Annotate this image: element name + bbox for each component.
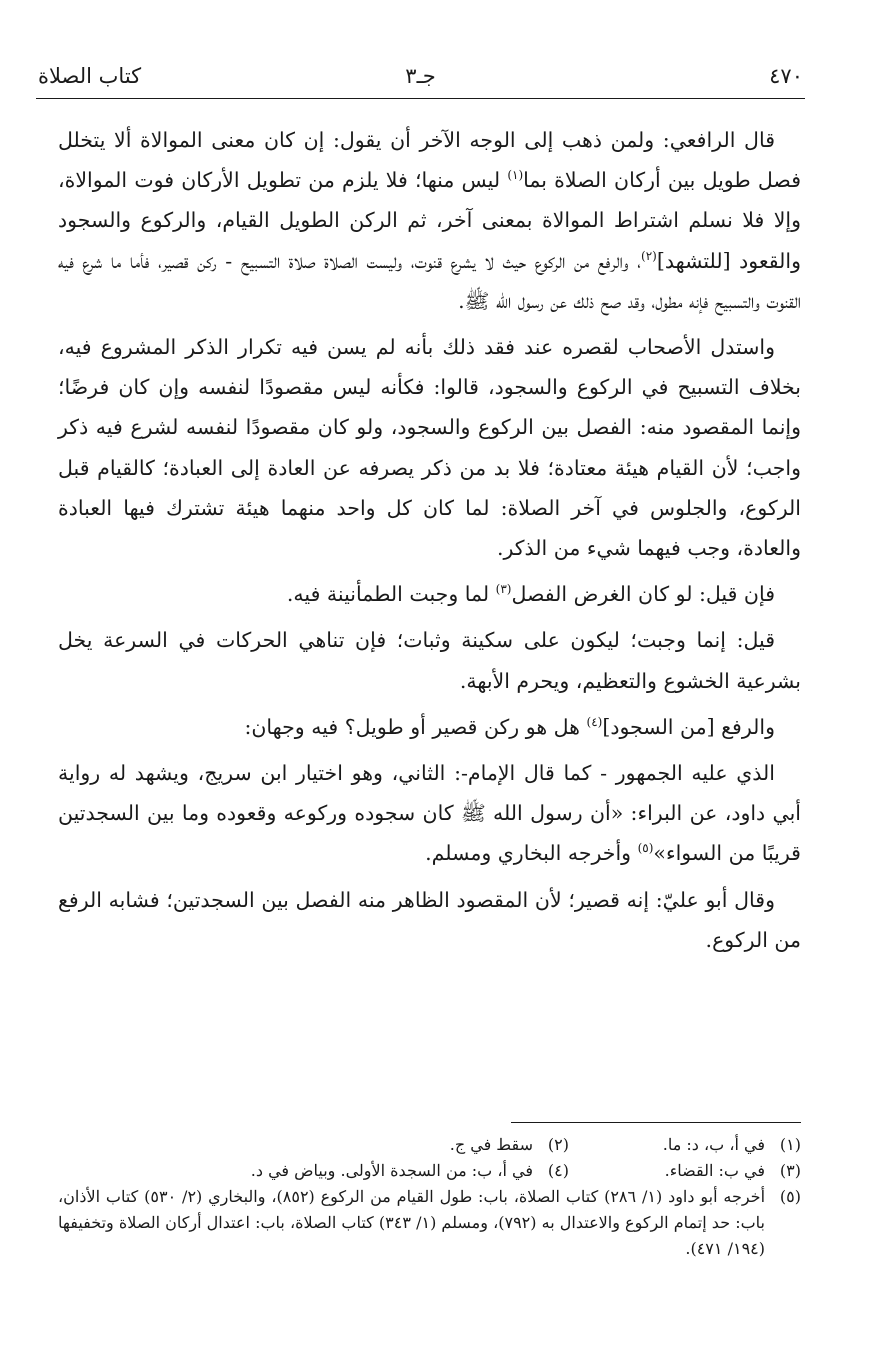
chapter-title: كتاب الصلاة <box>38 64 142 88</box>
paragraph: قال الرافعي: ولمن ذهب إلى الوجه الآخر أن يقول: إن كان معنى الموالاة ألا يتخلل فصل طويل بين أركان الصلاة بما$^{(١)}$ ليس منها؛ فلا يلزم من تطويل الأركان فوت الموالاة، وإلا فلا نسلم اشتراط الموالاة بمعنى آخر، ثم الركن الطويل القيام، والركوع والسجود والقعود [للتشهد]$^{(٢)}$، والرفع من الركوع حيث لا يشرع قنوت، وليست الصلاة صلاة التسبيح - ركن قصير، فأما ما شرع فيه القنوت والتسبيح فإنه مطول، وقد صح ذلك عن رسول الله ﷺ. <box>58 128 801 313</box>
footnote-ref: (٥) <box>637 841 654 856</box>
footnote-text: في ب: القضاء. <box>664 1161 765 1180</box>
footnote-row <box>58 1184 801 1262</box>
paragraph: وقال أبو عليّ: إنه قصير؛ لأن المقصود الظاهر منه الفصل بين السجدتين؛ فشابه الرفع من الركوع. <box>58 887 801 952</box>
footnote-number: (٥) <box>779 1187 801 1206</box>
paragraph: الذي عليه الجمهور - كما قال الإمام-: الثاني، وهو اختيار ابن سريج، ويشهد له رواية أبي داود، عن البراء: «أن رسول الله ﷺ كان سجوده وركوعه وقعوده وما بين السجدتين قريبًا من السواء»$^{(٥)}$ وأخرجه البخاري ومسلم. <box>58 761 801 866</box>
paragraph: قيل: إنما وجبت؛ ليكون على سكينة وثبات؛ فإن تناهي الحركات في السرعة يخل بشرعية الخشوع والتعظيم، ويحرم الأبهة. <box>58 628 801 693</box>
footnote-divider <box>511 1122 801 1123</box>
footnote-number: (١) <box>779 1135 801 1154</box>
footnote-row <box>58 1132 801 1158</box>
paragraph: واستدل الأصحاب لقصره عند فقد ذلك بأنه لم يسن فيه تكرار الذكر المشروع فيه، بخلاف التسبيح في الركوع والسجود، قالوا: فكأنه ليس مقصودًا لنفسه وإن كان فرضًا؛ وإنما المقصود منه: الفصل بين الركوع والسجود، ولو كان مقصودًا لنفسه لشرع فيه ذكر واجب؛ لأن القيام هيئة معتادة؛ فلا بد من ذكر يصرفه عن العادة إلى العبادة؛ كالقيام قبل الركوع، والجلوس في آخر الصلاة: لما كان كل واحد منهما هيئة تشترك فيها العبادة والعادة، وجب فيهما شيء من الذكر. <box>58 335 801 561</box>
volume-label: جـ٣ <box>405 64 436 88</box>
footnote-text: في أ، ب، د: ما. <box>662 1135 765 1154</box>
footnotes <box>58 1132 801 1262</box>
footnote-text: سقط في ج. <box>449 1135 533 1154</box>
paragraph: فإن قيل: لو كان الغرض الفصل$^{(٣)}$ لما وجبت الطمأنينة فيه. <box>286 582 775 607</box>
footnote-row <box>58 1158 801 1184</box>
main-text <box>58 120 801 960</box>
footnote-text: في أ، ب: من السجدة الأولى. وبياض في د. <box>250 1161 533 1180</box>
footnote-ref: (٤) <box>586 715 603 730</box>
footnote-ref: (٢) <box>641 248 657 263</box>
paragraph: والرفع [من السجود]$^{(٤)}$ هل هو ركن قصير أو طويل؟ فيه وجهان: <box>244 714 775 739</box>
page-number: ٤٧٠ <box>769 64 803 88</box>
footnote-number: (٣) <box>779 1161 801 1180</box>
footnote-number: (٤) <box>547 1161 569 1180</box>
footnote-number: (٢) <box>547 1135 569 1154</box>
footnote-ref: (١) <box>507 168 524 183</box>
footnote-text: أخرجه أبو داود (١/ ٢٨٦) كتاب الصلاة، باب: طول القيام من الركوع (٨٥٢)، والبخاري (٢/ ٥٣٠) كتاب الأذان، باب: حد إتمام الركوع والاعتدال به (٧٩٢)، ومسلم (١/ ٣٤٣) كتاب الصلاة، باب: اعتدال أركان الصلاة وتخفيفها (١٩٤/ ٤٧١). <box>58 1187 766 1258</box>
header-divider <box>36 98 805 99</box>
footnote-ref: (٣) <box>495 582 512 597</box>
running-header <box>38 58 803 98</box>
